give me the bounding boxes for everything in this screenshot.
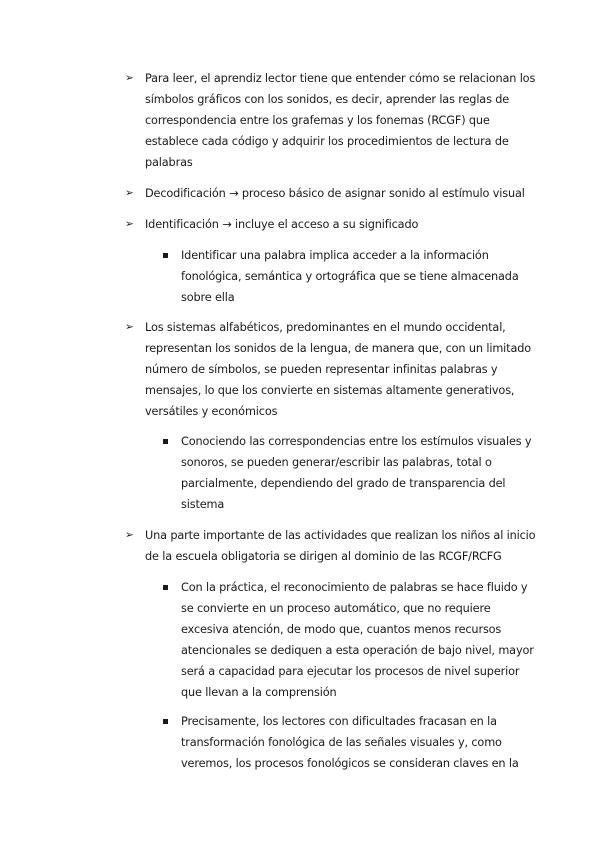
square-bullet-icon [163,585,168,590]
arrow-bullet-icon: ➢ [125,72,134,84]
list-item-text: Para leer, el aprendiz lector tiene que entender cómo se relacionan los símbolos gráficos con los sonidos, es decir, aprender las reglas de correspondencia entre los grafemas y los fonemas (RCGF) que establece cada código y adquirir los procedimientos de lectura de palabras [145,72,536,169]
list-item [125,68,540,173]
arrow-bullet-icon: ➢ [125,529,134,541]
list-item [125,214,540,235]
sub-list-item [181,245,539,308]
list-item-text: Los sistemas alfabéticos, predominantes en el mundo occidental, representan los sonidos de la lengua, de manera que, con un limitado número de símbolos, se pueden representar infinitas palabras y mensajes, lo que los convierte en sistemas altamente generativos, versátiles y económicos [145,321,532,418]
arrow-bullet-icon: ➢ [125,187,134,199]
arrow-bullet-icon: ➢ [125,321,134,333]
list-item-text: Decodificación → proceso básico de asignar sonido al estímulo visual [145,187,525,200]
list-item-text: Una parte importante de las actividades que realizan los niños al inicio de la escuela obligatoria se dirigen al dominio de las RCGF/RCFG [145,529,536,563]
list-item [125,183,540,204]
sub-list-item [181,711,539,774]
sub-list-item [181,577,539,703]
arrow-bullet-icon: ➢ [125,218,134,230]
sub-list-item [181,431,539,515]
list-item-text: Identificar una palabra implica acceder a la información fonológica, semántica y ortográfica que se tiene almacenada sobre ella [181,249,519,304]
square-bullet-icon [163,253,168,258]
list-item [125,525,540,567]
list-item-text: Conociendo las correspondencias entre los estímulos visuales y sonoros, se pueden generar/escribir las palabras, total o parcialmente, dependiendo del grado de transparencia del sistema [181,435,532,511]
list-item [125,317,540,422]
list-item-text: Identificación → incluye el acceso a su significado [145,218,419,231]
list-item-text: Precisamente, los lectores con dificultades fracasan en la transformación fonológica de las señales visuales y, como veremos, los procesos fonológicos se consideran claves en la [181,715,519,770]
square-bullet-icon [163,719,168,724]
square-bullet-icon [163,439,168,444]
list-item-text: Con la práctica, el reconocimiento de palabras se hace fluido y se convierte en un proceso automático, que no requiere excesiva atención, de modo que, cuantos menos recursos atencionales se dediquen a esta operación de bajo nivel, mayor será a capacidad para ejecutar los procesos de nivel superior que llevan a la comprensión [181,581,534,699]
